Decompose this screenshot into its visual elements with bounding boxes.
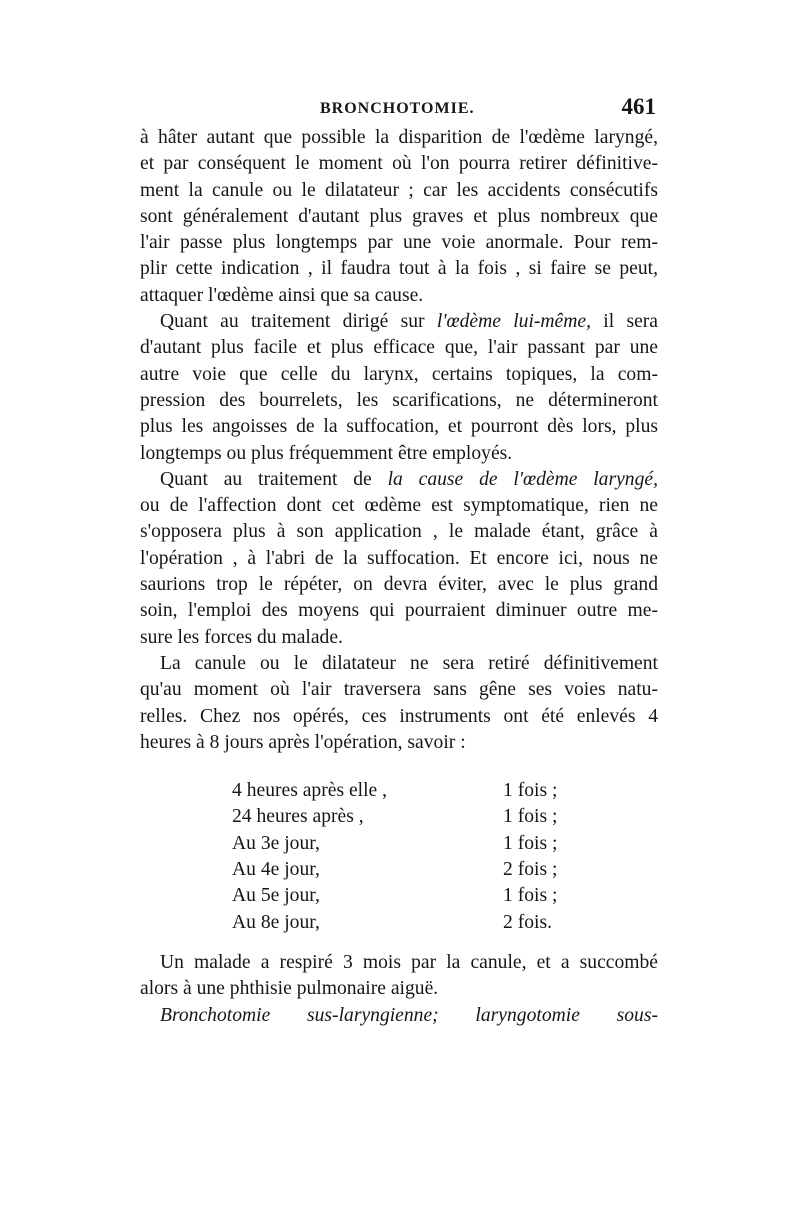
paragraph-2 [140,309,658,467]
text-line: et par conséquent le moment où l'on pourra retirer définitive- [140,153,658,175]
table-cell-when: 4 heures après elle , [232,780,388,802]
text-line: sure les forces du malade. [140,626,343,648]
table-cell-count: 1 fois ; [503,832,558,854]
text-line: saurions trop le répéter, on devra éviter, avec le plus grand [140,574,658,596]
table-cell-when: Au 8e jour, [232,911,320,933]
removal-table [140,778,658,936]
paragraph-1 [140,125,658,309]
text-line: heures à 8 jours après l'opération, savoir : [140,731,466,753]
text-line [140,467,658,493]
paragraph-5 [140,950,658,1003]
running-title: BRONCHOTOMIE. [320,100,475,117]
text-line: l'air passe plus longtemps par une voie anormale. Pour rem- [140,232,658,254]
table-cell-count: 1 fois ; [503,885,558,907]
table-row [140,831,658,857]
paragraph-4 [140,651,658,756]
table-cell-when: Au 3e jour, [232,832,320,854]
text-line: alors à une phthisie pulmonaire aiguë. [140,978,439,1000]
italic-phrase: Bronchotomie sus-laryngienne; laryngotomie sous- [160,1004,658,1026]
page-header [140,96,660,126]
table-row [140,883,658,909]
text-line: attaquer l'œdème ainsi que sa cause. [140,284,424,306]
text-run: il sera [591,311,659,333]
text-line: Un malade a respiré 3 mois par la canule, et a succombé [160,951,658,973]
italic-phrase: l'œdème lui-même, [436,311,592,333]
table-row [140,778,658,804]
text-line [140,309,658,335]
text-line: d'autant plus facile et plus efficace que, l'air passant par une [140,337,658,359]
text-line: s'opposera plus à son application , le malade étant, grâce à [140,521,658,543]
table-cell-when: 24 heures après , [232,806,364,828]
text-line: ment la canule ou le dilatateur ; car les accidents consécutifs [140,179,658,201]
text-run: Quant au traitement dirigé sur [160,311,437,333]
text-line: soin, l'emploi des moyens qui pourraient diminuer outre me- [140,600,658,622]
text-line: pression des bourrelets, les scarifications, ne détermineront [140,389,658,411]
text-line: plir cette indication , il faudra tout à la fois , si faire se peut, [140,258,658,280]
text-line: à hâter autant que possible la disparition de l'œdème laryngé, [140,127,658,148]
paragraph-3 [140,467,658,651]
table-cell-count: 1 fois ; [503,780,558,802]
text-run: Quant au traitement de [160,468,388,490]
text-line: plus les angoisses de la suffocation, et pourront dès lors, plus [140,416,658,438]
page-number: 461 [621,94,656,119]
table-row [140,910,658,936]
text-line: La canule ou le dilatateur ne sera retiré définitivement [160,652,658,674]
table-cell-count: 2 fois ; [503,859,558,881]
text-line: ou de l'affection dont cet œdème est symptomatique, rien ne [140,495,658,517]
body-text [140,125,658,1029]
text-line: relles. Chez nos opérés, ces instruments ont été enlevés 4 [140,705,658,727]
table-cell-count: 2 fois. [503,911,552,933]
text-line: qu'au moment où l'air traversera sans gêne ses voies natu- [140,679,658,701]
paragraph-6 [140,1003,658,1029]
table-cell-count: 1 fois ; [503,806,558,828]
table-row [140,804,658,830]
table-cell-when: Au 4e jour, [232,859,320,881]
table-cell-when: Au 5e jour, [232,885,320,907]
text-line: l'opération , à l'abri de la suffocation. Et encore ici, nous ne [140,547,658,569]
text-line: autre voie que celle du larynx, certains topiques, la com- [140,363,658,385]
italic-phrase: la cause de l'œdème laryngé, [387,468,658,490]
table-row [140,857,658,883]
text-line: longtemps ou plus fréquemment être employés. [140,442,513,464]
text-line [140,1003,658,1029]
text-line: sont généralement d'autant plus graves et plus nombreux que [140,205,658,227]
